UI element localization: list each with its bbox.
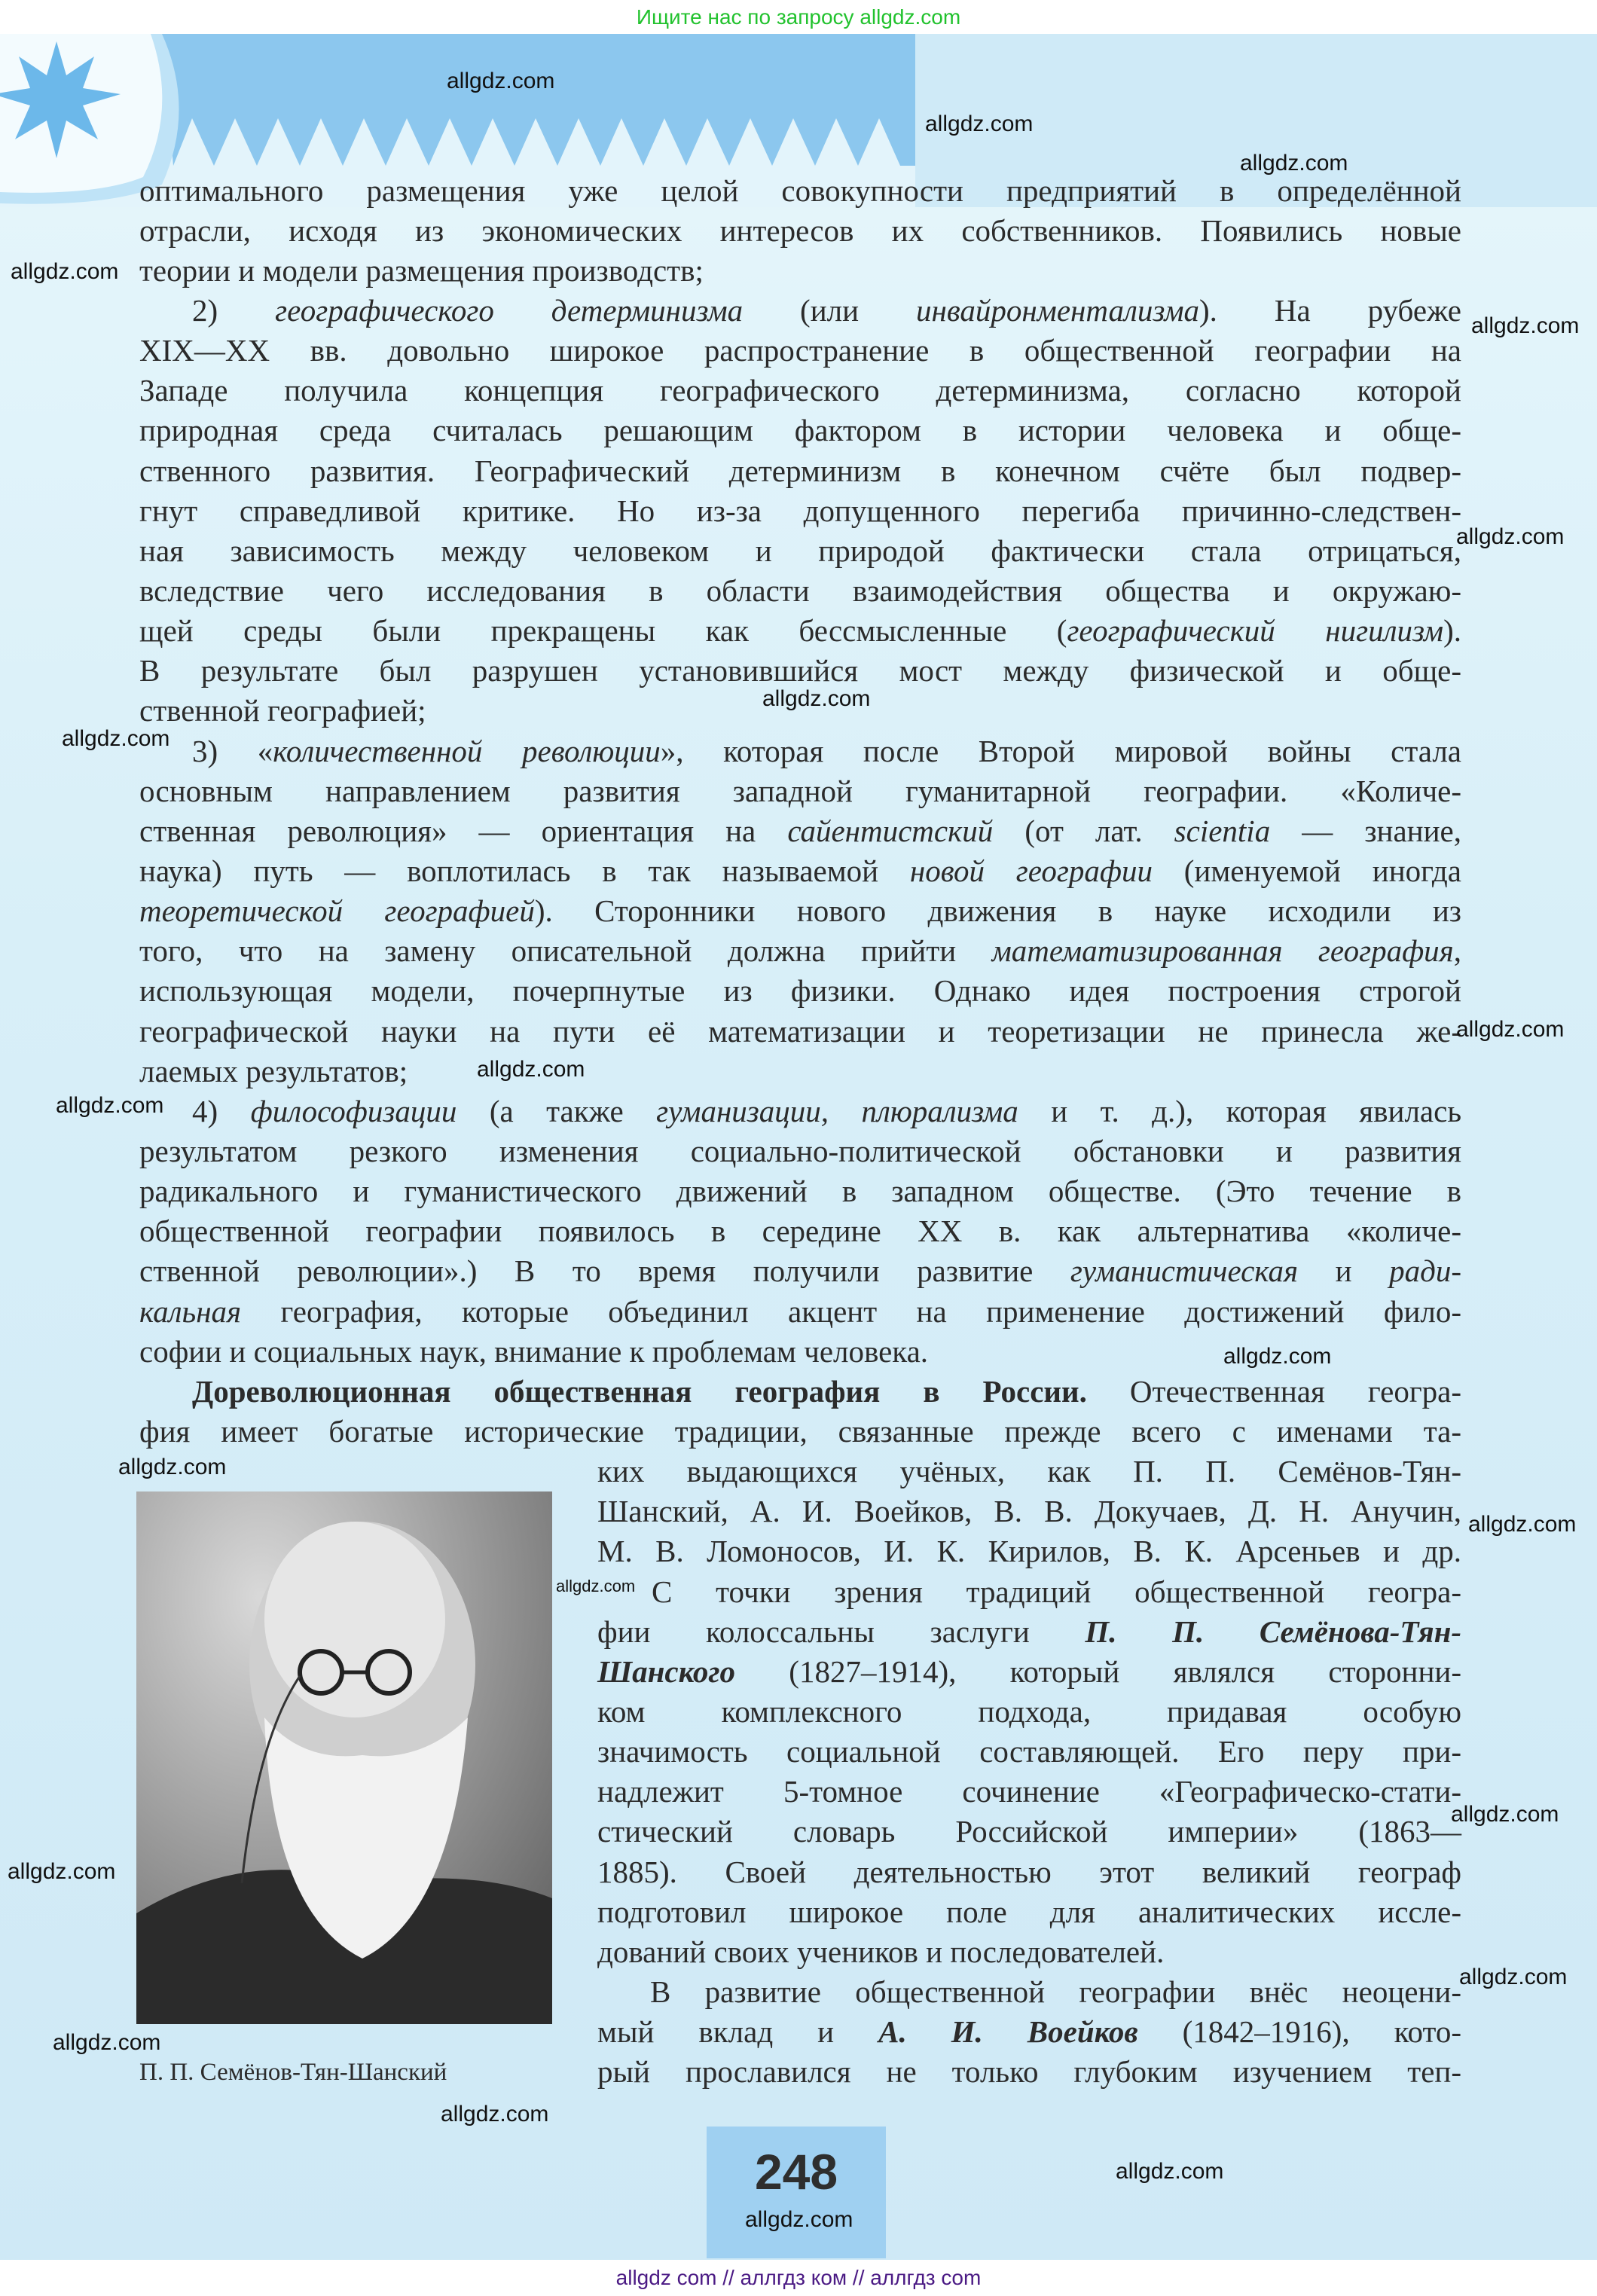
text-segment: Шанский, А. И. Воейков, В. В. Докучаев, Д. Н. Анучин, xyxy=(597,1494,1461,1528)
watermark-text: allgdz.com xyxy=(1240,151,1348,176)
text-segment: результатом резкого изменения социально-политической обстановки и развития xyxy=(139,1134,1461,1168)
bottom-banner: allgdz com // аллгдз ком // аллгдз com xyxy=(0,2260,1597,2296)
text-line xyxy=(597,1692,1461,1732)
text-segment: В развитие общественной географии внёс неоцени- xyxy=(650,1974,1461,2009)
text-line xyxy=(650,1972,1461,2012)
top-banner: Ищите нас по запросу allgdz.com xyxy=(636,5,961,29)
watermark-text: allgdz.com xyxy=(1459,1965,1568,1989)
text-segment: географической науки на пути её математизации и теоретизации не принесла же- xyxy=(139,1014,1461,1049)
text-segment: подготовил широкое поле для аналитических иссле- xyxy=(597,1895,1461,1929)
text-line xyxy=(139,371,1461,411)
emphasis-text: кальная xyxy=(139,1294,242,1329)
text-segment: мый вклад и xyxy=(597,2014,879,2049)
text-segment: ственной революции».) В то время получили развитие xyxy=(139,1253,1070,1288)
text-segment: использующая модели, почерпнутые из физики. Однако идея построения строгой xyxy=(139,973,1461,1008)
text-segment: софии и социальных наук, внимание к проблемам человека. xyxy=(139,1334,929,1369)
watermark-text: allgdz.com xyxy=(11,259,119,284)
text-segment: рый прославился не только глубоким изучением теп- xyxy=(597,2054,1461,2089)
text-line xyxy=(192,731,1461,771)
text-segment: того, что на замену описательной должна прийти xyxy=(139,933,992,968)
text-segment: (1842–1916), кото- xyxy=(1137,2014,1462,2049)
watermark-text: allgdz.com xyxy=(53,2030,161,2055)
text-line xyxy=(192,1372,1461,1412)
emphasis-text: А. И. Воейков xyxy=(878,2014,1138,2049)
text-line xyxy=(139,331,1461,371)
text-line xyxy=(139,491,1461,531)
photo-caption: П. П. Семёнов-Тян-Шанский xyxy=(139,2059,447,2086)
text-segment: », которая после Второй мировой войны стала xyxy=(660,734,1461,768)
page-number-box xyxy=(707,2127,886,2258)
text-line xyxy=(139,971,1461,1011)
text-line xyxy=(139,571,1461,611)
text-segment: гнут справедливой критике. Но из-за допущенного перегиба причинно-следствен- xyxy=(139,493,1461,528)
text-line xyxy=(139,531,1461,571)
text-line xyxy=(139,1171,1461,1211)
watermark-text: allgdz.com xyxy=(1223,1344,1332,1369)
text-line xyxy=(139,651,1461,691)
text-line xyxy=(139,851,1461,891)
emphasis-text: географический нигилизм xyxy=(1067,613,1444,648)
watermark-text: allgdz.com xyxy=(1451,1802,1559,1827)
text-segment: ). На рубеже xyxy=(1199,293,1462,328)
text-line xyxy=(597,1892,1461,1932)
text-segment: Западе получила концепция географического детерминизма, согласно которой xyxy=(139,373,1461,408)
text-segment: 4) xyxy=(192,1094,251,1128)
text-line xyxy=(597,1812,1461,1852)
text-line xyxy=(597,1531,1461,1571)
text-segment: география, которые объединил акцент на применение достижений фило- xyxy=(241,1294,1461,1329)
text-segment: и xyxy=(1298,1253,1390,1288)
text-segment: природная среда считалась решающим фактором в истории человека и обще- xyxy=(139,413,1461,447)
text-segment: М. В. Ломоносов, И. К. Кирилов, В. К. Арсеньев и др. xyxy=(597,1534,1461,1568)
watermark-text: allgdz.com xyxy=(1456,524,1565,549)
text-segment: ). Сторонники нового движения в науке исходили из xyxy=(534,893,1461,928)
text-segment: (именуемой иногда xyxy=(1153,853,1461,888)
text-line xyxy=(139,891,1461,931)
emphasis-text: ради- xyxy=(1389,1253,1462,1288)
portrait-illustration xyxy=(136,1491,552,2024)
emphasis-text: гуманистическая xyxy=(1070,1253,1299,1288)
text-segment: теории и модели размещения производств; xyxy=(139,253,704,288)
watermark-text: allgdz.com xyxy=(925,111,1034,136)
text-segment: (а также xyxy=(457,1094,657,1128)
text-segment: значимость социальной составляющей. Его перу при- xyxy=(597,1734,1461,1769)
text-segment: ком комплексного подхода, придавая особую xyxy=(597,1694,1461,1729)
emphasis-text: количественной революции xyxy=(273,734,661,768)
text-segment: оптимального размещения уже целой совокупности предприятий в определённой xyxy=(139,173,1461,208)
watermark-text: allgdz.com xyxy=(1468,1512,1577,1537)
emphasis-text: новой географии xyxy=(909,853,1153,888)
text-line xyxy=(597,1652,1461,1692)
text-segment: щей среды были прекращены как бессмысленные ( xyxy=(139,613,1067,648)
text-segment: , xyxy=(1453,933,1461,968)
text-segment: ких выдающихся учёных, как П. П. Семёнов-Тян- xyxy=(597,1454,1461,1488)
watermark-text: allgdz.com xyxy=(62,726,170,751)
text-line xyxy=(139,771,1461,811)
text-segment: фии колоссальны заслуги xyxy=(597,1614,1086,1649)
emphasis-text: сайентистский xyxy=(787,814,994,848)
text-segment: В результате был разрушен установившийся мост между физической и обще- xyxy=(139,653,1461,688)
watermark-text: allgdz.com xyxy=(762,686,871,711)
emphasis-text: математизированная география xyxy=(991,933,1454,968)
text-line xyxy=(597,1452,1461,1491)
text-segment: ). xyxy=(1443,613,1461,648)
watermark-text: allgdz.com xyxy=(556,1577,636,1595)
watermark-text: allgdz.com xyxy=(56,1093,164,1118)
text-segment: 3) « xyxy=(192,734,273,768)
watermark-text: allgdz.com xyxy=(118,1455,227,1479)
text-line xyxy=(139,1052,1461,1092)
watermark-text: allgdz.com xyxy=(745,2207,853,2232)
text-segment: лаемых результатов; xyxy=(139,1054,408,1088)
emphasis-text: инвайронментализма xyxy=(915,293,1200,328)
text-line xyxy=(139,1012,1461,1052)
watermark-text: allgdz.com xyxy=(1456,1017,1565,1042)
text-line xyxy=(597,2052,1461,2092)
text-line xyxy=(139,451,1461,491)
emphasis-text: философизации xyxy=(250,1094,457,1128)
text-segment: Отечественная геогра- xyxy=(1086,1374,1461,1409)
text-line xyxy=(597,1732,1461,1772)
watermark-text: allgdz.com xyxy=(1471,313,1580,338)
text-segment: (от лат. xyxy=(993,814,1174,848)
text-segment: наука) путь — воплотилась в так называемой xyxy=(139,853,910,888)
text-segment: (1827–1914), который являлся сторонни- xyxy=(734,1654,1461,1689)
text-segment: С точки зрения традиций общественной геогра- xyxy=(652,1574,1461,1609)
emphasis-text: географического детерминизма xyxy=(275,293,744,328)
page-number: 248 xyxy=(754,2144,838,2200)
text-line xyxy=(192,291,1461,331)
text-segment: стический словарь Российской империи» (1863— xyxy=(597,1814,1461,1849)
text-line xyxy=(192,1092,1461,1131)
watermark-text: allgdz.com xyxy=(8,1859,116,1884)
text-line xyxy=(597,1772,1461,1812)
text-segment: дований своих учеников и последователей. xyxy=(597,1934,1165,1969)
text-segment: основным направлением развития западной гуманитарной географии. «Количе- xyxy=(139,774,1461,808)
text-segment: отрасли, исходя из экономических интересов их собственников. Появились новые xyxy=(139,213,1461,248)
portrait-photo xyxy=(136,1491,552,2024)
text-segment: ственной географией; xyxy=(139,693,426,728)
text-line xyxy=(139,1251,1461,1291)
text-line xyxy=(139,811,1461,851)
text-segment: общественной географии появилось в середине XX в. как альтернатива «количе- xyxy=(139,1214,1461,1248)
text-segment: и т. д.), которая явилась xyxy=(1018,1094,1462,1128)
text-line xyxy=(597,1612,1461,1652)
watermark-text: allgdz.com xyxy=(441,2102,549,2127)
watermark-text: allgdz.com xyxy=(477,1057,585,1082)
text-line xyxy=(597,1852,1461,1892)
emphasis-text: П. П. Семёнова-Тян- xyxy=(1085,1614,1461,1649)
emphasis-text: теоретической географией xyxy=(139,893,535,928)
text-line xyxy=(139,931,1461,971)
text-segment: радикального и гуманистического движений в западном обществе. (Это течение в xyxy=(139,1174,1461,1208)
text-line xyxy=(139,1131,1461,1171)
text-segment: ственная революция» — ориентация на xyxy=(139,814,788,848)
text-segment: ственного развития. Географический детерминизм в конечном счёте был подвер- xyxy=(139,453,1461,488)
emphasis-text: гуманизации, плюрализма xyxy=(656,1094,1018,1128)
text-line xyxy=(139,251,1461,291)
text-line xyxy=(597,1491,1461,1531)
text-line xyxy=(139,211,1461,251)
text-segment: ная зависимость между человеком и природой фактически стала отрицаться, xyxy=(139,533,1461,568)
text-line xyxy=(139,1292,1461,1332)
text-segment: вследствие чего исследования в области взаимодействия общества и окружаю- xyxy=(139,573,1461,608)
text-segment: надлежит 5-томное сочинение «Географическо-стати- xyxy=(597,1774,1461,1809)
emphasis-text: Дореволюционная общественная география в России. xyxy=(192,1374,1087,1409)
text-line xyxy=(139,1412,1461,1452)
text-line xyxy=(597,2012,1461,2052)
text-segment: XIX—XX вв. довольно широкое распространение в общественной географии на xyxy=(139,333,1461,368)
text-line xyxy=(139,171,1461,211)
watermark-text: allgdz.com xyxy=(1116,2159,1224,2184)
emphasis-text: Шанского xyxy=(597,1654,735,1689)
text-segment: 1885). Своей деятельностью этот великий географ xyxy=(597,1855,1461,1889)
text-segment: — знание, xyxy=(1270,814,1461,848)
text-segment: 2) xyxy=(192,293,276,328)
watermark-text: allgdz.com xyxy=(447,69,555,93)
text-segment: фия имеет богатые исторические традиции, связанные прежде всего с именами та- xyxy=(139,1414,1461,1449)
text-line xyxy=(597,1932,1461,1972)
text-line xyxy=(139,611,1461,651)
emphasis-text: scientia xyxy=(1174,814,1271,848)
text-line xyxy=(652,1572,1461,1612)
text-line xyxy=(139,411,1461,450)
text-line xyxy=(139,1211,1461,1251)
text-segment: (или xyxy=(743,293,916,328)
